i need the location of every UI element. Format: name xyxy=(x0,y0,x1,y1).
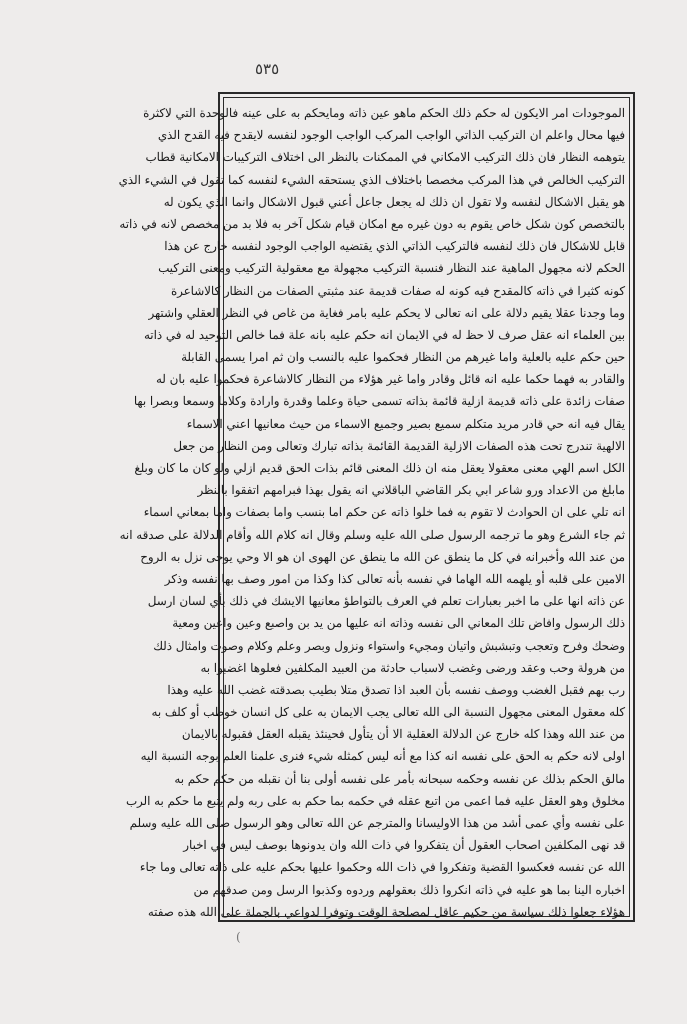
text-line: الموجودات امر الايكون له حكم ذلك الحكم ماهو عين ذاته ومايحكم به على عينه فالوحدة التي لاكثرة xyxy=(143,106,625,120)
margin-mark: ( xyxy=(236,930,241,944)
text-line: ذلك الرسول وافاض تلك المعاني الى نفسه وذاته انه عليها من يد بن واصبع وعين واعين ومعية xyxy=(172,616,625,631)
text-line: يقال فيه انه حي قادر مريد متكلم سميع بصير وجميع الاسماء من حيث معانيها اعني الاسماء xyxy=(186,416,625,431)
text-line: من عند الله وأخبرانه في كل ما ينطق عن الله ما ينطق عن الهوى ان هو الا وحي يوحى نزل به الروح xyxy=(140,549,625,564)
text-line: اخباره الينا بما هو عليه في ذاته انكروا ذلك بعقولهم وردوه وكذبوا الرسل ومن صدقهم من xyxy=(193,882,625,897)
text-line: الحكم لانه مجهول الماهية عند النظار فنسبة التركيب مجهولة مع معقولية التركيب ومعنى التركيب xyxy=(158,261,625,276)
text-frame xyxy=(118,92,635,922)
text-line: حين حكم عليه بالعلية واما غيرهم من النظار فحكموا عليه بالنسب وان ثم امرا يسمى القابلة xyxy=(181,350,625,365)
text-line: انه تلي على ان الحوادث لا تقوم به فما خلوا ذاته عن حكم اما بنسب واما بصفات واما بمعاني اسماء xyxy=(143,505,625,520)
text-line: التركيب الخالص في هذا المركب مخصصا باختلاف الذي يستحقه الشيء لنفسه كما تقول في الشيء الذي xyxy=(118,172,625,187)
text-line: كله معقول المعنى مجهول النسبة الى الله تعالى يجب الايمان به على كل انسان خوطب أو كلف به xyxy=(151,705,625,720)
text-line: قد نهى المكلفين اصحاب العقول أن يتفكروا في ذات الله وان يدونوها بوصف ليس في اخبار xyxy=(183,838,625,853)
text-line: وما وجدنا عقلا يقيم دلالة على انه تعالى لا يحكم عليه بامر فغاية من غاص في النظر العقلي واشتهر xyxy=(148,305,625,320)
text-line: رب بهم فقبل الغضب ووصف نفسه بأن العبد اذا تصدق متلا بطيب بصدقته غضب الله عليه وهذا xyxy=(167,682,625,697)
text-line: مالق الحكم بذلك عن نفسه وحكمه سبحانه بأمر على نفسه أولى بنا أن نقبله من حكم حكم به xyxy=(174,771,625,786)
text-line: يتوهمه النظار فان ذلك التركيب الامكاني في الممكنات بالنظر الى اختلاف التركيبات الامكانية قطاب xyxy=(145,150,625,165)
text-line: من عند الله وهذا كله خارج عن الدلالة العقلية الا أن يتأول فحينئذ يقبله العقل فقبوله بالايمان xyxy=(181,727,625,742)
page-number: ٥٣٥ xyxy=(255,60,280,78)
text-line: عن ذاته انها على ما اخبر بعبارات تعلم في العرف بالتواطؤ معانيها الايشك في ذلك بأي لسان ارسل xyxy=(147,594,625,609)
text-line: مخلوق وهو العقل عليه فما اعمى من اتبع عقله في حكمه بما حكم به على ربه ولم يتبع ما حكم به الرب xyxy=(125,793,625,808)
body-text xyxy=(118,102,625,923)
inner-frame xyxy=(118,97,630,919)
text-line: صفات زائدة على ذاته قديمة ازلية قائمة بذاته تسمى حياة وعلما وقدرة وارادة وكلاما وسمعا وبصرا بها xyxy=(133,394,625,409)
text-line: الالهية تندرج تحت هذه الصفات الازلية القديمة القائمة بذاته تبارك وتعالى ومن النظار من جعل xyxy=(173,438,625,453)
text-line: الله عن نفسه فعكسوا القضية وتفكروا في ذات الله وحكموا عليها بحكم عليه على ذاته تعالى وما جاء xyxy=(139,860,625,875)
text-line: ثم جاء الشرع وهو ما ترجمه الرسول صلى الله عليه وسلم وقال انه كلام الله وأقام الدلالة على صدقه انه xyxy=(119,527,625,542)
text-line: بين العلماء انه عقل صرف لا حظ له في الايمان انه حكم عليه بانه علة فما خالص التوحيد له في ذاته xyxy=(143,327,625,342)
text-line: مابلغ من الاعداد ورو شاعر ابي بكر القاضي الباقلاني انه يقول بهذا فبرامهم اتفقوا بالنظر xyxy=(197,483,625,498)
text-line: كونه كثيرا في ذاته كالمقدح فيه كونه له صفات قديمة عند مثبتي الصفات من النظار كالاشاعرة xyxy=(170,283,625,298)
text-line: بالتخصص كون شكل خاص يقوم به دون غيره مع امكان قيام شكل آخر به فلا بد من مخصص لانه في ذاته xyxy=(119,216,625,231)
text-line: على نفسه وأي عمى أشد من هذا الاوليسانا والمترجم عن الله تعالى وهو الرسول صلى الله عليه وسلم xyxy=(129,816,625,830)
text-line: هؤلاء جعلوا ذلك سياسة من حكيم عاقل لمصلحة الوقت وتوفرا لدواعي بالجملة على الله هذه صفته xyxy=(147,904,625,919)
text-line: قابل للاشكال فان ذلك لنفسه فالتركيب الذاتي الذي يقتضيه الواجب الوجود لنفسه خارج عن هذا xyxy=(164,239,625,254)
text-line: من هرولة وحب وعقد ورضى وغضب لاسباب حادثة من العبيد المكلفين فعلوها اغضبوا به xyxy=(200,660,625,675)
text-line: اولى لانه حكم به الحق على نفسه انه كذا مع أنه ليس كمثله شيء فنرى علمنا العلم بوجه النسبة اليه xyxy=(140,749,625,764)
text-line: الامين على قلبه أو يلهمه الله الهاما في نفسه بأنه تعالى كذا وكذا من امور وصف بها نفسه وذكر xyxy=(164,571,625,586)
text-line: والقادر به فهما حكما عليه انه قائل وقادر واما غير هؤلاء من النظار كالاشاعرة فحكموا عليه بان له xyxy=(155,372,625,387)
text-line: وضحك وفرح وتعجب وتبشبش واتيان ومجيء واستواء ونزول وبصر وعلم وكلام وصوت وامثال ذلك xyxy=(153,638,625,653)
text-line: الكل اسم الهي معنى معقولا يعقل منه ان ذلك المعنى قائم بذات الحق قديم ازلي ولو كان ما كان وبلغ xyxy=(134,461,625,475)
text-line: هو يقبل الاشكال لنفسه ولا تقول ان ذلك له يجعل جاعل أعني قبول الاشكال وانما الذي يكون له xyxy=(163,194,625,209)
text-line: فيها محال واعلم ان التركيب الذاتي الواجب المركب الواجب الوجود لنفسه لايقدح فيه القدح الذي xyxy=(157,128,625,143)
